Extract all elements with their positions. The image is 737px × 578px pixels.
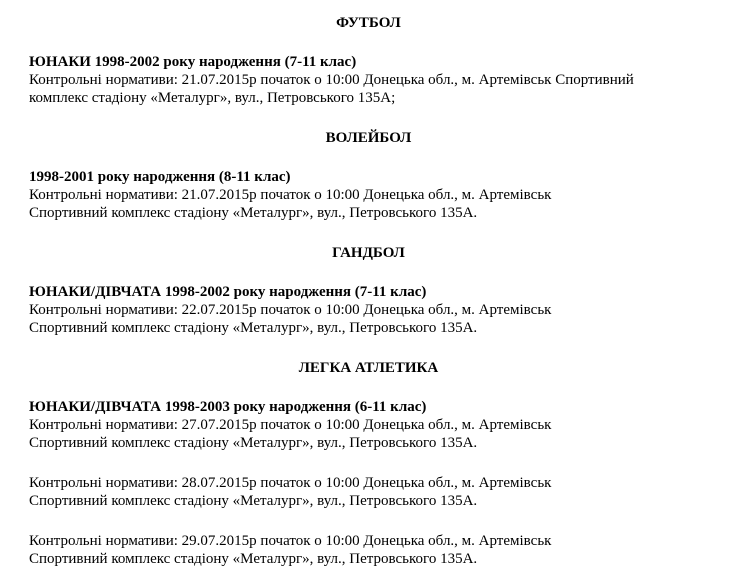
entry-line: Спортивний комплекс стадіону «Металург», вул., Петровського 135А. — [29, 435, 478, 451]
section-heading-handball: ГАНДБОЛ — [332, 245, 405, 261]
section-entry-football — [29, 53, 729, 107]
section-heading-volleyball: ВОЛЕЙБОЛ — [325, 130, 412, 146]
entry-line: Контрольні нормативи: 28.07.2015р початок о 10:00 Донецька обл., м. Артемівськ — [29, 475, 552, 491]
entry-line: Контрольні нормативи: 21.07.2015р початок о 10:00 Донецька обл., м. Артемівськ Спортивний — [29, 72, 634, 88]
entry-title: ЮНАКИ/ДІВЧАТА 1998-2002 року народження (7-11 клас) — [29, 284, 427, 300]
section-heading-athletics: ЛЕГКА АТЛЕТИКА — [298, 360, 439, 376]
entry-title: ЮНАКИ/ДІВЧАТА 1998-2003 року народження (6-11 клас) — [29, 399, 427, 415]
entry-title: ЮНАКИ 1998-2002 року народження (7-11 клас) — [29, 54, 357, 70]
entry-line: Контрольні нормативи: 21.07.2015р початок о 10:00 Донецька обл., м. Артемівськ — [29, 187, 552, 203]
entry-line: Контрольні нормативи: 29.07.2015р початок о 10:00 Донецька обл., м. Артемівськ — [29, 533, 552, 549]
entry-line: Контрольні нормативи: 27.07.2015р початок о 10:00 Донецька обл., м. Артемівськ — [29, 417, 552, 433]
section-heading-football: ФУТБОЛ — [336, 15, 401, 31]
entry-line: Спортивний комплекс стадіону «Металург», вул., Петровського 135А. — [29, 551, 478, 567]
section-entry-volleyball — [29, 168, 729, 222]
entry-line: Спортивний комплекс стадіону «Металург», вул., Петровського 135А. — [29, 493, 478, 509]
entry-title: 1998-2001 року народження (8-11 клас) — [29, 169, 291, 185]
section-entry-athletics — [29, 398, 729, 452]
section-entry-handball — [29, 283, 729, 337]
section-entry-athletics-3 — [29, 532, 729, 568]
entry-line: Контрольні нормативи: 22.07.2015р початок о 10:00 Донецька обл., м. Артемівськ — [29, 302, 552, 318]
entry-line: Спортивний комплекс стадіону «Металург», вул., Петровського 135А. — [29, 205, 478, 221]
section-entry-athletics-2 — [29, 474, 729, 510]
entry-line: Спортивний комплекс стадіону «Металург», вул., Петровського 135А. — [29, 320, 478, 336]
entry-line: комплекс стадіону «Металург», вул., Петровського 135А; — [29, 90, 396, 106]
